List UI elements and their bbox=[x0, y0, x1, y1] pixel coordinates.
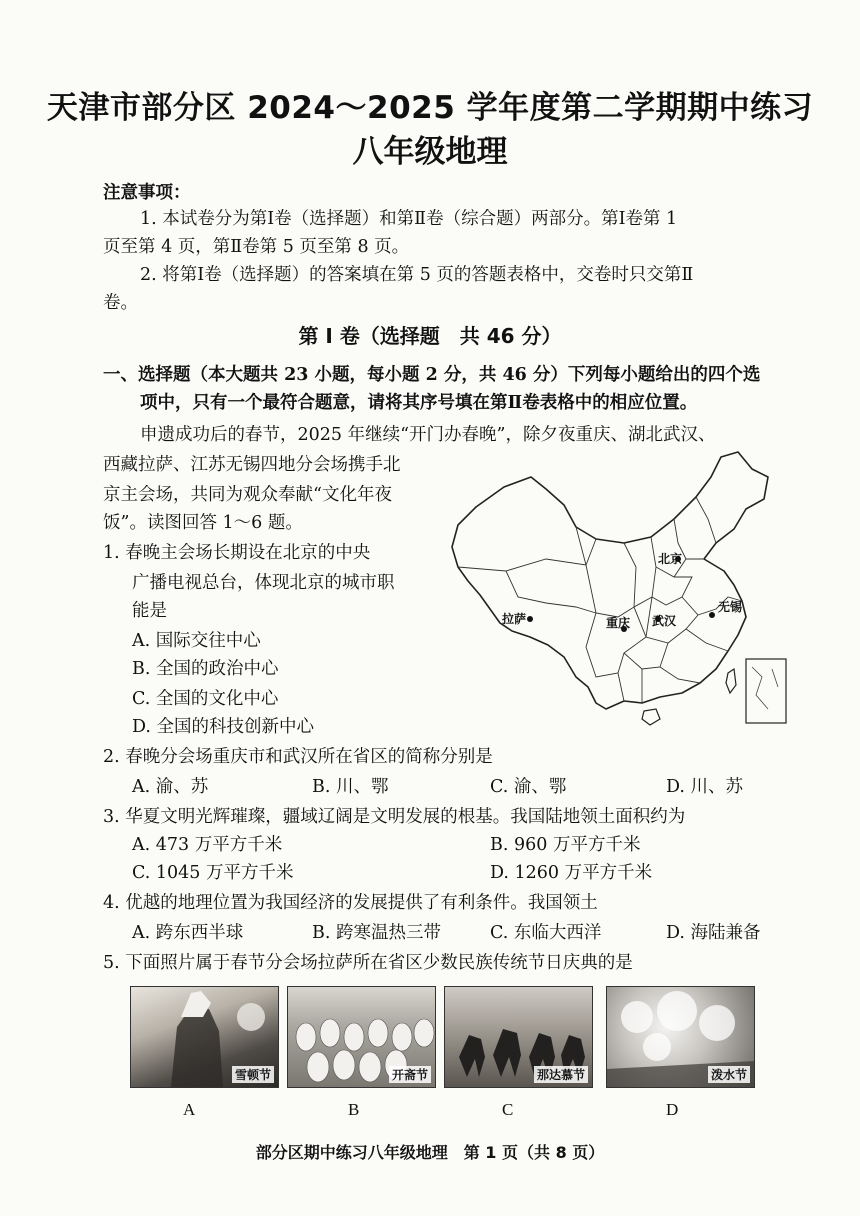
q1-stem-line1: 1. 春晚主会场长期设在北京的中央 bbox=[103, 543, 371, 563]
q1-option-d: D. 全国的科技创新中心 bbox=[132, 717, 315, 737]
photo-b-caption: 开斋节 bbox=[389, 1066, 431, 1083]
notice-item2-line2: 卷。 bbox=[103, 293, 138, 313]
exam-title: 天津市部分区 2024～2025 学年度第二学期期中练习 bbox=[46, 90, 814, 126]
q4-option-a: A. 跨东西半球 bbox=[132, 923, 244, 943]
q3-option-c: C. 1045 万平方千米 bbox=[132, 863, 294, 883]
q3-stem: 3. 华夏文明光辉璀璨，疆域辽阔是文明发展的根基。我国陆地领土面积约为 bbox=[103, 807, 686, 827]
q1-option-c: C. 全国的文化中心 bbox=[132, 689, 279, 709]
part1-instruction-line1: 一、选择题（本大题共 23 小题，每小题 2 分，共 46 分）下列每小题给出的四个选 bbox=[103, 365, 761, 385]
q4-option-d: D. 海陆兼备 bbox=[666, 923, 761, 943]
photo-b-label: B bbox=[348, 1100, 360, 1119]
intro-line4: 饭”。读图回答 1～6 题。 bbox=[103, 513, 303, 533]
photo-d bbox=[606, 986, 755, 1088]
notice-item1-line1: 1. 本试卷分为第Ⅰ卷（选择题）和第Ⅱ卷（综合题）两部分。第Ⅰ卷第 1 bbox=[140, 209, 678, 229]
photo-a bbox=[130, 986, 279, 1088]
photo-d-caption: 泼水节 bbox=[708, 1066, 750, 1083]
q4-option-b: B. 跨寒温热三带 bbox=[312, 923, 441, 943]
q2-option-d: D. 川、苏 bbox=[666, 777, 744, 797]
notice-item1-line2: 页至第 4 页，第Ⅱ卷第 5 页至第 8 页。 bbox=[103, 237, 410, 257]
notice-heading: 注意事项： bbox=[103, 183, 191, 203]
photo-c-caption: 那达慕节 bbox=[534, 1066, 588, 1083]
map-label-wuxi: 无锡 bbox=[718, 600, 743, 614]
q4-option-c: C. 东临大西洋 bbox=[490, 923, 602, 943]
china-map bbox=[446, 447, 792, 729]
q1-option-a: A. 国际交往中心 bbox=[132, 631, 261, 651]
q2-option-c: C. 渝、鄂 bbox=[490, 777, 567, 797]
photo-b bbox=[287, 986, 436, 1088]
q1-stem-line2: 广播电视总台，体现北京的城市职 bbox=[132, 573, 395, 593]
q2-option-a: A. 渝、苏 bbox=[132, 777, 209, 797]
map-label-chongqing: 重庆 bbox=[606, 616, 631, 630]
photo-c-label: C bbox=[502, 1100, 514, 1119]
photo-a-label: A bbox=[183, 1100, 196, 1119]
photo-d-label: D bbox=[666, 1100, 679, 1119]
section-title: 第 Ⅰ 卷（选择题 共 46 分） bbox=[298, 324, 562, 348]
map-label-wuhan: 武汉 bbox=[652, 614, 677, 628]
q1-option-b: B. 全国的政治中心 bbox=[132, 659, 279, 679]
notice-item2-line1: 2. 将第Ⅰ卷（选择题）的答案填在第 5 页的答题表格中，交卷时只交第Ⅱ bbox=[140, 265, 694, 285]
map-label-beijing: 北京 bbox=[658, 552, 683, 566]
q1-stem-line3: 能是 bbox=[132, 601, 167, 621]
page-footer: 部分区期中练习八年级地理 第 1 页（共 8 页） bbox=[255, 1143, 605, 1162]
q3-option-a: A. 473 万平方千米 bbox=[132, 835, 283, 855]
exam-subtitle: 八年级地理 bbox=[352, 134, 508, 170]
intro-line1: 申遗成功后的春节，2025 年继续“开门办春晚”，除夕夜重庆、湖北武汉、 bbox=[140, 425, 716, 445]
q2-stem: 2. 春晚分会场重庆市和武汉所在省区的简称分别是 bbox=[103, 747, 493, 767]
q3-option-b: B. 960 万平方千米 bbox=[490, 835, 641, 855]
intro-line3: 京主会场，共同为观众奉献“文化年夜 bbox=[103, 485, 392, 505]
q5-stem: 5. 下面照片属于春节分会场拉萨所在省区少数民族传统节日庆典的是 bbox=[103, 953, 633, 973]
map-label-lasa: 拉萨 bbox=[502, 612, 527, 626]
q3-option-d: D. 1260 万平方千米 bbox=[490, 863, 653, 883]
intro-line2: 西藏拉萨、江苏无锡四地分会场携手北 bbox=[103, 455, 401, 475]
photo-c bbox=[444, 986, 593, 1088]
photo-a-caption: 雪顿节 bbox=[232, 1066, 274, 1083]
part1-instruction-line2: 项中，只有一个最符合题意，请将其序号填在第Ⅱ卷表格中的相应位置。 bbox=[140, 393, 698, 413]
q2-option-b: B. 川、鄂 bbox=[312, 777, 389, 797]
q4-stem: 4. 优越的地理位置为我国经济的发展提供了有利条件。我国领土 bbox=[103, 893, 598, 913]
